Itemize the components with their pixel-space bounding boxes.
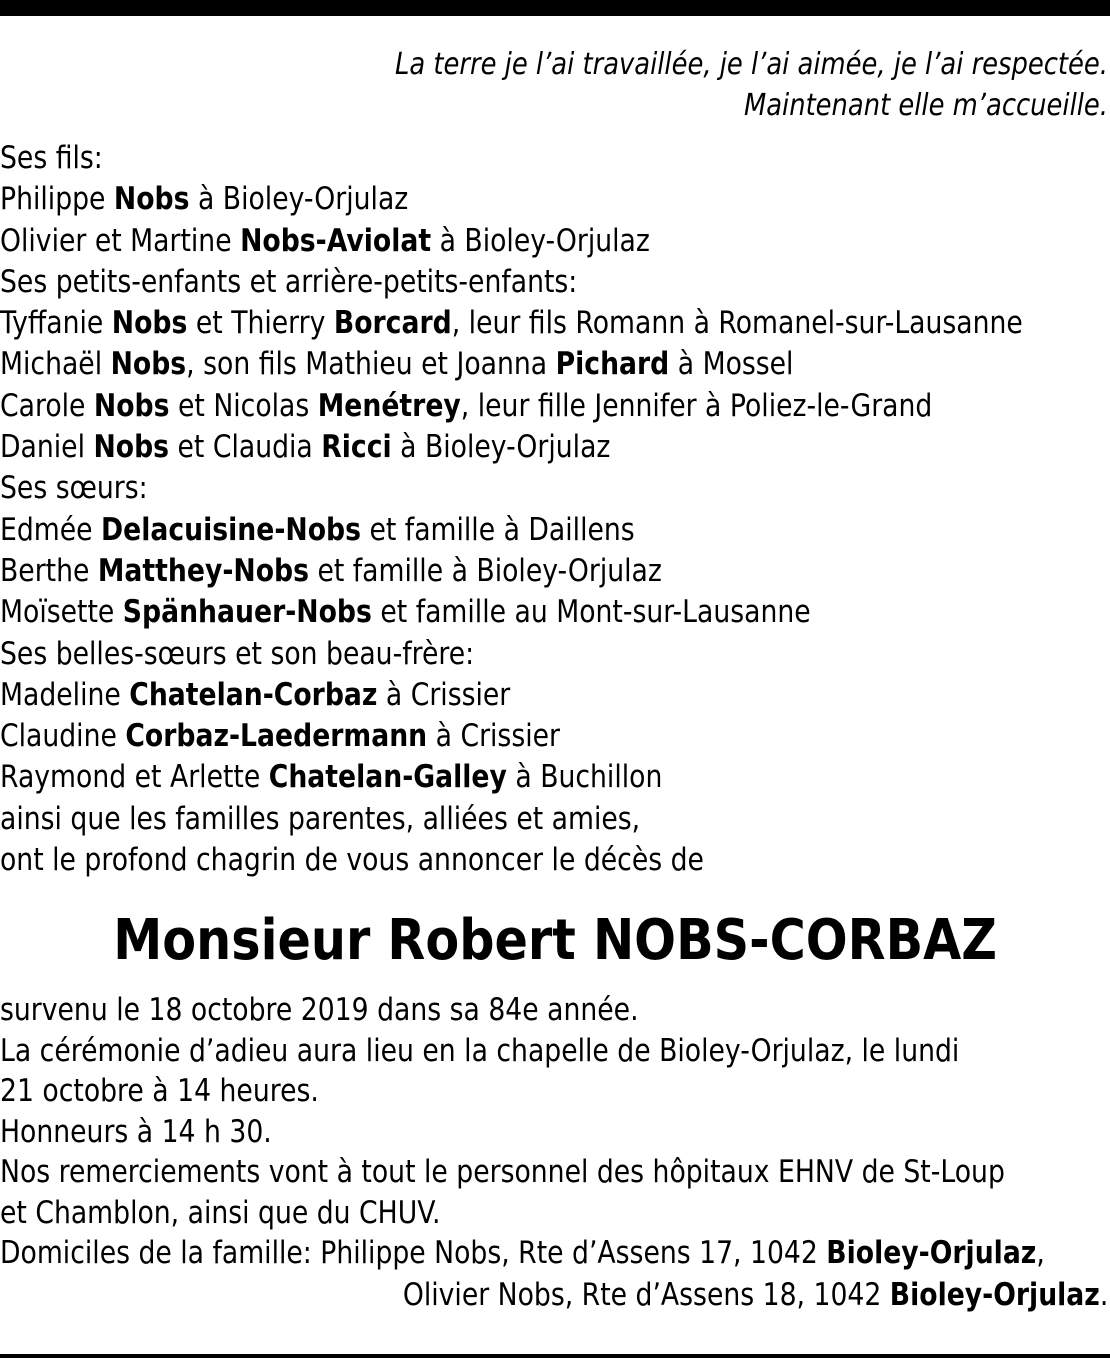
domicile-text: Olivier Nobs, Rte d’Assens 18, 1042 [402, 1277, 890, 1313]
member-rest: à Bioley-Orjulaz [431, 222, 650, 259]
domicile-end: . [1099, 1277, 1108, 1313]
closing-line: ainsi que les familles parentes, alliées et amies, [0, 800, 641, 837]
epigraph [162, 44, 1108, 126]
member-text: , son fils Mathieu et Joanna [186, 346, 556, 383]
member-surname: Pichard [555, 346, 670, 383]
member-surname: Chatelan-Corbaz [129, 676, 378, 713]
closing-line: ont le profond chagrin de vous annoncer le décès de [0, 842, 704, 879]
member-first: Philippe [0, 181, 114, 218]
member-first: Berthe [0, 552, 98, 589]
details-line: et Chamblon, ainsi que du CHUV. [0, 1194, 441, 1231]
inlaws-heading: Ses belles-sœurs et son beau-frère: [0, 635, 475, 672]
family-member [0, 303, 1023, 344]
details-line: 21 octobre à 14 heures. [0, 1073, 319, 1109]
member-surname: Spänhauer-Nobs [122, 594, 372, 631]
member-surname: Nobs-Aviolat [240, 222, 432, 259]
epigraph-line: La terre je l’ai travaillée, je l’ai aimée, je l’ai respectée. [395, 47, 1109, 82]
member-surname: Nobs [113, 181, 190, 218]
family-member [0, 179, 1023, 220]
member-rest: et famille au Mont-sur-Lausanne [371, 594, 811, 631]
member-first: Claudine [0, 718, 126, 755]
member-text: et Thierry [187, 305, 334, 342]
member-first: Madeline [0, 676, 130, 713]
bottom-rule [0, 1354, 1110, 1358]
member-text: Daniel [0, 429, 94, 466]
family-list [0, 138, 1023, 881]
family-member [0, 592, 1023, 633]
deceased-name [0, 908, 1110, 974]
member-text: Michaël [0, 346, 111, 383]
family-member [0, 510, 1023, 551]
details-line: La cérémonie d’adieu aura lieu en la chapelle de Bioley-Orjulaz, le lundi [0, 1032, 960, 1069]
deceased-name-text: Monsieur Robert NOBS-CORBAZ [113, 908, 997, 973]
member-surname: Borcard [333, 305, 452, 342]
family-member [0, 427, 1023, 468]
family-member [0, 221, 1023, 262]
family-member [0, 386, 1023, 427]
member-surname: Matthey-Nobs [97, 552, 309, 589]
member-rest: à Buchillon [506, 759, 663, 796]
family-member [0, 716, 1023, 757]
member-surname: Chatelan-Galley [268, 759, 507, 796]
member-text: à Bioley-Orjulaz [391, 429, 611, 466]
member-text: Carole [0, 387, 94, 424]
member-surname: Nobs [110, 346, 187, 383]
family-member [0, 675, 1023, 716]
details-line: Nos remerciements vont à tout le personnel des hôpitaux EHNV de St-Loup [0, 1154, 1005, 1190]
member-rest: à Crissier [427, 718, 560, 755]
sons-heading: Ses fils: [0, 140, 103, 176]
member-rest: et famille à Bioley-Orjulaz [308, 552, 662, 589]
family-member [0, 551, 1023, 592]
family-member [0, 344, 1023, 385]
member-first: Olivier et Martine [0, 222, 241, 259]
family-member [0, 757, 1023, 798]
domicile-line [403, 1275, 1108, 1316]
epigraph-line: Maintenant elle m’accueille. [743, 88, 1108, 123]
domicile-end: , [1036, 1235, 1045, 1271]
details-line: survenu le 18 octobre 2019 dans sa 84e année. [0, 992, 639, 1028]
member-surname: Nobs [111, 305, 188, 342]
domicile-place: Bioley-Orjulaz [889, 1277, 1100, 1313]
top-rule [0, 0, 1110, 16]
member-text: Tyffanie [0, 305, 112, 342]
member-surname: Nobs [93, 387, 170, 424]
member-surname: Nobs [93, 429, 170, 466]
member-rest: à Crissier [377, 676, 511, 713]
sisters-heading: Ses sœurs: [0, 470, 148, 507]
member-text: à Mossel [669, 346, 794, 383]
domicile-text: Domiciles de la famille: Philippe Nobs, Rte d’Assens 17, 1042 [0, 1235, 827, 1271]
member-text: , leur fille Jennifer à Poliez-le-Grand [460, 387, 933, 424]
member-rest: à Bioley-Orjulaz [189, 181, 409, 218]
grandchildren-heading: Ses petits-enfants et arrière-petits-enfants: [0, 263, 578, 300]
member-text: , leur fils Romann à Romanel-sur-Lausanne [451, 305, 1023, 342]
member-text: et Nicolas [169, 387, 318, 424]
member-surname: Menétrey [317, 387, 461, 424]
member-text: et Claudia [169, 429, 322, 466]
member-surname: Ricci [321, 429, 392, 466]
details-line: Honneurs à 14 h 30. [0, 1113, 272, 1150]
member-rest: et famille à Daillens [360, 511, 635, 548]
member-first: Raymond et Arlette [0, 759, 269, 796]
domicile-line [0, 1233, 1045, 1274]
details-block [0, 990, 1045, 1274]
member-surname: Corbaz-Laedermann [125, 718, 428, 755]
member-first: Edmée [0, 511, 102, 548]
member-surname: Delacuisine-Nobs [101, 511, 361, 548]
domicile-place: Bioley-Orjulaz [826, 1235, 1037, 1271]
member-first: Moïsette [0, 594, 123, 631]
